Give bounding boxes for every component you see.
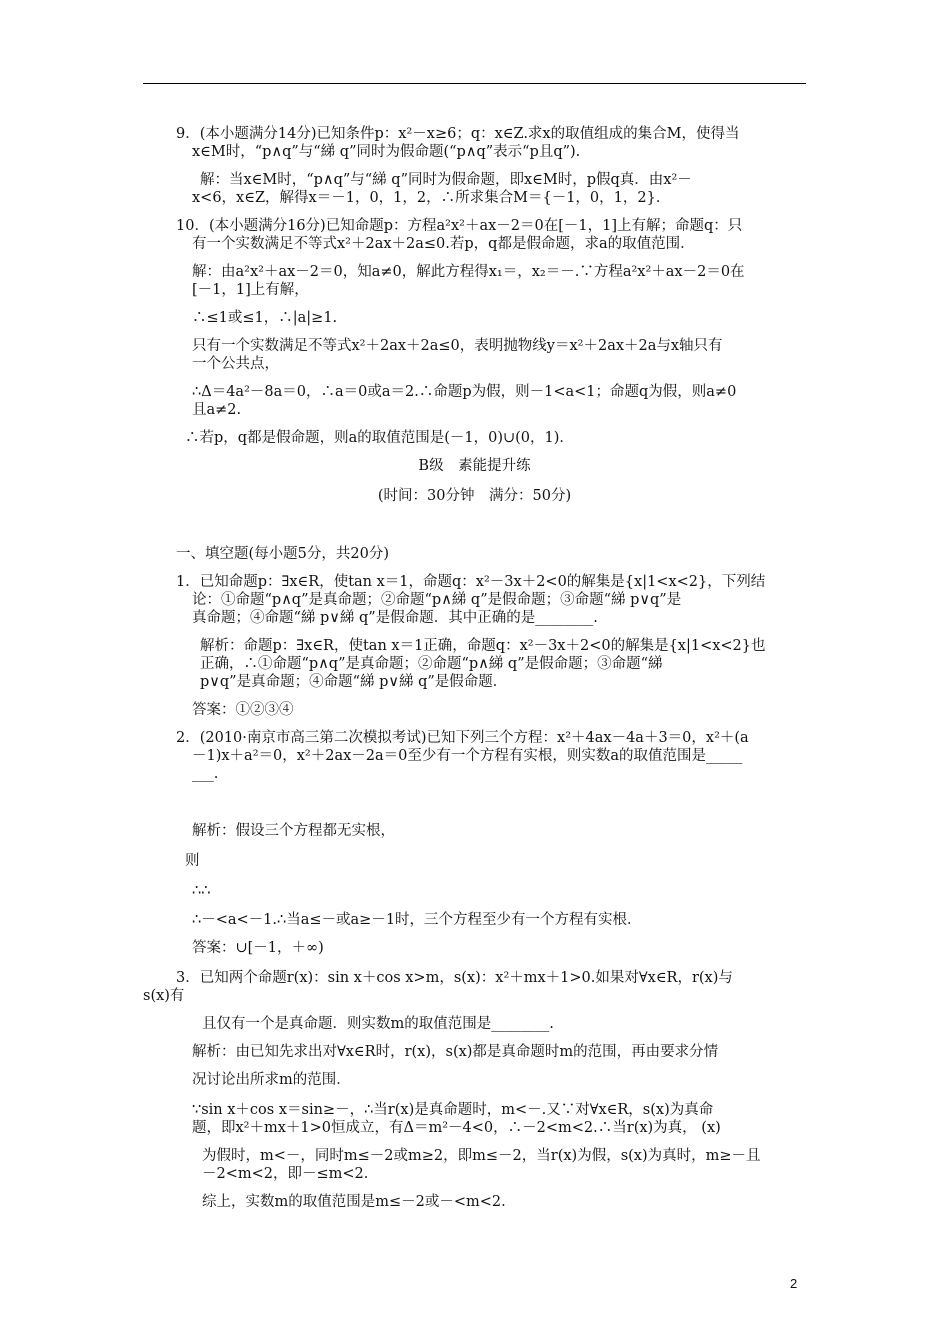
- text-line-sec_b: B级 素能提升练: [418, 458, 531, 474]
- text-line-p1_c: 真命题；④命题“綈 p∨綈 q”是假命题．其中正确的是________.: [192, 610, 598, 626]
- text-line-q9_b: x∈M时，“p∧q”与“綈 q”同时为假命题(“p∧q”表示“p且q”).: [192, 144, 581, 160]
- text-line-p2_ans: 答案：∪[－1，＋∞): [192, 940, 324, 956]
- text-line-p1_a: 1．已知命题p：∃x∈R，使tan x＝1，命题q：x²－3x＋2<0的解集是{x|1<x<2}，下列结: [176, 574, 766, 590]
- text-line-p1_b: 论：①命题“p∧q”是真命题；②命题“p∧綈 q”是假命题；③命题“綈 p∨q”是: [192, 592, 682, 608]
- text-line-p3_s6: －2<m<2，即－≤m<2.: [202, 1166, 369, 1182]
- text-line-p1_ans: 答案：①②③④: [192, 702, 294, 718]
- text-line-q10_s8: ∴若p，q都是假命题，则a的取值范围是(－1，0)∪(0，1)．: [185, 430, 574, 446]
- text-line-q10_s7: 且a≠2.: [192, 402, 242, 418]
- text-line-p1_s3: p∨q”是真命题；④命题“綈 p∨綈 q”是假命题．: [200, 674, 508, 690]
- text-line-q10_s2: [－1，1]上有解，: [192, 282, 309, 298]
- text-line-p3_s2: 况讨论出所求m的范围．: [192, 1072, 351, 1088]
- text-line-q9_s2: x<6，x∈Z，解得x＝－1，0，1，2，∴所求集合M＝{－1，0，1，2}．: [192, 190, 671, 206]
- text-line-q10_a: 10．(本小题满分16分)已知命题p：方程a²x²＋ax－2＝0在[－1，1]上有解；命题q：只: [176, 218, 743, 234]
- text-line-q10_s3: ∴≤1或≤1，∴|a|≥1.: [192, 310, 338, 326]
- text-line-part1: 一、填空题(每小题5分，共20分): [176, 546, 389, 562]
- text-line-p2_c: ___.: [192, 766, 219, 782]
- text-line-p2_s1: 解析：假设三个方程都无实根，: [192, 823, 395, 839]
- text-line-sec_t: (时间：30分钟 满分：50分): [377, 488, 572, 504]
- text-line-p2_s4: ∴－<a<－1.∴当a≤－或a≥－1时，三个方程至少有一个方程有实根．: [192, 912, 642, 928]
- text-line-p3_s5: 为假时，m<－，同时m≤－2或m≥2，即m≤－2，当r(x)为假，s(x)为真时，m≥－且: [202, 1148, 761, 1164]
- page-number: 2: [790, 1276, 798, 1291]
- text-line-p3_b: s(x)有: [143, 988, 185, 1004]
- text-line-q9_s1: 解：当x∈M时，“p∧q”与“綈 q”同时为假命题，即x∈M时，p假q真．由x²－: [200, 172, 692, 188]
- text-line-p3_c: 且仅有一个是真命题．则实数m的取值范围是________.: [202, 1016, 554, 1032]
- text-line-p2_a: 2．(2010·南京市高三第二次模拟考试)已知下列三个方程：x²＋4ax－4a＋3＝0，x²＋(a: [176, 730, 749, 746]
- text-line-p3_a: 3．已知两个命题r(x)：sin x＋cos x>m，s(x)：x²＋mx＋1>0.如果对∀x∈R，r(x)与: [176, 970, 733, 986]
- text-line-q10_s4: 只有一个实数满足不等式x²＋2ax＋2a≤0，表明抛物线y＝x²＋2ax＋2a与x轴只有: [192, 338, 723, 354]
- text-line-q10_b: 有一个实数满足不等式x²＋2ax＋2a≤0.若p，q都是假命题，求a的取值范围．: [192, 236, 695, 252]
- text-line-p3_s3: ∵sin x＋cos x＝sin≥－，∴当r(x)是真命题时，m<－.又∵对∀x∈R，s(x)为真命: [192, 1102, 714, 1118]
- header-rule: [143, 83, 806, 84]
- text-line-p3_s7: 综上，实数m的取值范围是m≤－2或－<m<2.: [202, 1194, 506, 1210]
- text-line-p3_s4: 题，即x²＋mx＋1>0恒成立，有Δ＝m²－4<0，∴－2<m<2.∴当r(x)为真， (x): [192, 1120, 721, 1136]
- text-line-p3_s1: 解析：由已知先求出对∀x∈R时，r(x)，s(x)都是真命题时m的范围，再由要求分情: [192, 1044, 719, 1060]
- text-line-p2_s3: ∴∴: [192, 883, 211, 899]
- text-line-q10_s5: 一个公共点，: [192, 356, 279, 372]
- text-line-q10_s1: 解：由a²x²＋ax－2＝0，知a≠0，解此方程得x₁＝，x₂＝－.∵方程a²x²＋ax－2＝0在: [192, 264, 745, 280]
- text-line-q9_a: 9．(本小题满分14分)已知条件p：x²－x≥6；q：x∈Z.求x的取值组成的集合M，使得当: [176, 126, 740, 142]
- text-line-p1_s2: 正确，∴①命题“p∧q”是真命题；②命题“p∧綈 q”是假命题；③命题“綈: [200, 656, 663, 672]
- text-line-p1_s1: 解析：命题p：∃x∈R，使tan x＝1正确，命题q：x²－3x＋2<0的解集是{x|1<x<2}也: [200, 638, 766, 654]
- text-line-q10_s6: ∴Δ＝4a²－8a＝0，∴a＝0或a＝2.∴命题p为假，则－1<a<1；命题q为假，则a≠0: [192, 384, 737, 400]
- text-line-p2_b: －1)x＋a²＝0，x²＋2ax－2a＝0至少有一个方程有实根，则实数a的取值范围是_____: [192, 748, 743, 764]
- text-line-p2_s2: 则: [185, 853, 200, 869]
